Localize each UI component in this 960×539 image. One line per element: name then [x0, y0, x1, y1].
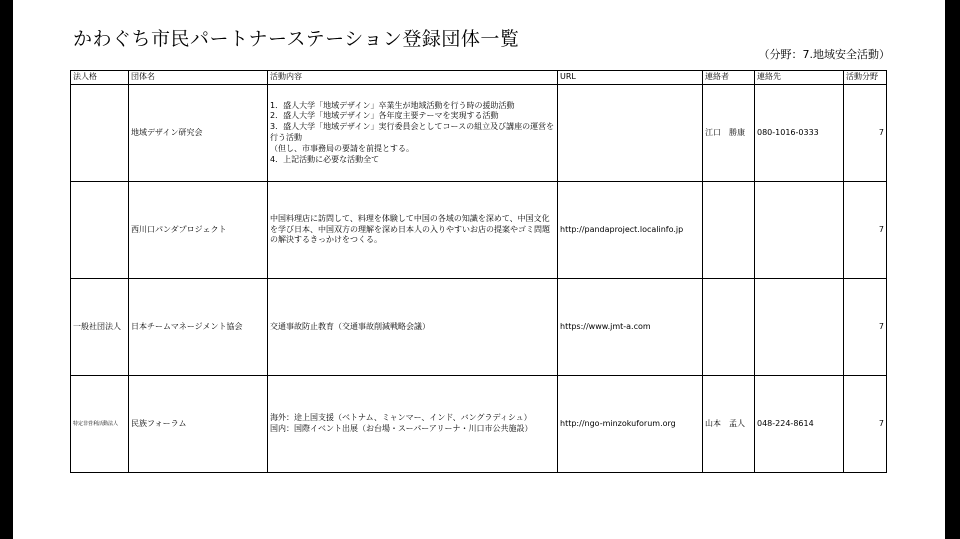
page-title: かわぐち市民パートナーステーション登録団体一覧: [73, 28, 520, 50]
org-name-cell: 民族フォーラム: [129, 376, 268, 473]
category-label: （分野：7.地域安全活動）: [758, 48, 890, 61]
corp-type-cell: 特定非営利活動法人: [71, 376, 129, 473]
document-page: [13, 0, 945, 539]
url-cell: https://www.jmt-a.com: [558, 279, 703, 376]
phone-cell: 048-224-8614: [755, 376, 844, 473]
contact-person-cell: 山本 孟人: [703, 376, 755, 473]
phone-cell: 080-1016-0333: [755, 85, 844, 182]
field-cell: 7: [844, 85, 887, 182]
table-row: [71, 85, 887, 182]
corp-type-cell: [71, 85, 129, 182]
column-header-field: 活動分野: [844, 71, 887, 85]
phone-cell: [755, 182, 844, 279]
corp-type-cell: 一般社団法人: [71, 279, 129, 376]
url-cell: http://ngo-minzokuforum.org: [558, 376, 703, 473]
field-cell: 7: [844, 279, 887, 376]
column-header-activity: 活動内容: [268, 71, 558, 85]
column-header-phone: 連絡先: [755, 71, 844, 85]
field-cell: 7: [844, 376, 887, 473]
field-cell: 7: [844, 182, 887, 279]
column-header-contact-person: 連絡者: [703, 71, 755, 85]
table-header-row: [71, 71, 887, 85]
phone-cell: [755, 279, 844, 376]
corp-type-cell: [71, 182, 129, 279]
column-header-url: URL: [558, 71, 703, 85]
column-header-name: 団体名: [129, 71, 268, 85]
organization-table: [70, 70, 887, 473]
contact-person-cell: [703, 279, 755, 376]
url-cell: http://pandaproject.localinfo.jp: [558, 182, 703, 279]
contact-person-cell: 江口 勝康: [703, 85, 755, 182]
org-name-cell: 日本チームマネージメント協会: [129, 279, 268, 376]
url-cell: [558, 85, 703, 182]
table-row: [71, 279, 887, 376]
activity-cell: 海外：途上国支援（ベトナム、ミャンマー、インド、バングラディシュ） 国内：国際イベント出展（お台場・スーパーアリーナ・川口市公共施設）: [268, 376, 558, 473]
activity-cell: 1．盛人大学「地域デザイン」卒業生が地域活動を行う時の援助活動 2．盛人大学「地域デザイン」各年度主要テーマを実現する活動 3．盛人大学「地域デザイン」実行委員会としてコースの組立及び講座の運営を行う活動 （但し、市事務局の要請を前提とする。 4．上記活動に必要な活動全て: [268, 85, 558, 182]
table-row: [71, 182, 887, 279]
table-row: [71, 376, 887, 473]
column-header-corp-type: 法人格: [71, 71, 129, 85]
org-name-cell: 地域デザイン研究会: [129, 85, 268, 182]
org-name-cell: 西川口パンダプロジェクト: [129, 182, 268, 279]
contact-person-cell: [703, 182, 755, 279]
activity-cell: 交通事故防止教育（交通事故削減戦略会議）: [268, 279, 558, 376]
activity-cell: 中国料理店に訪問して、料理を体験して中国の各域の知識を深めて、中国文化を学び日本、中国双方の理解を深め日本人の入りやすいお店の提案やゴミ問題の解決するきっかけをつくる。: [268, 182, 558, 279]
